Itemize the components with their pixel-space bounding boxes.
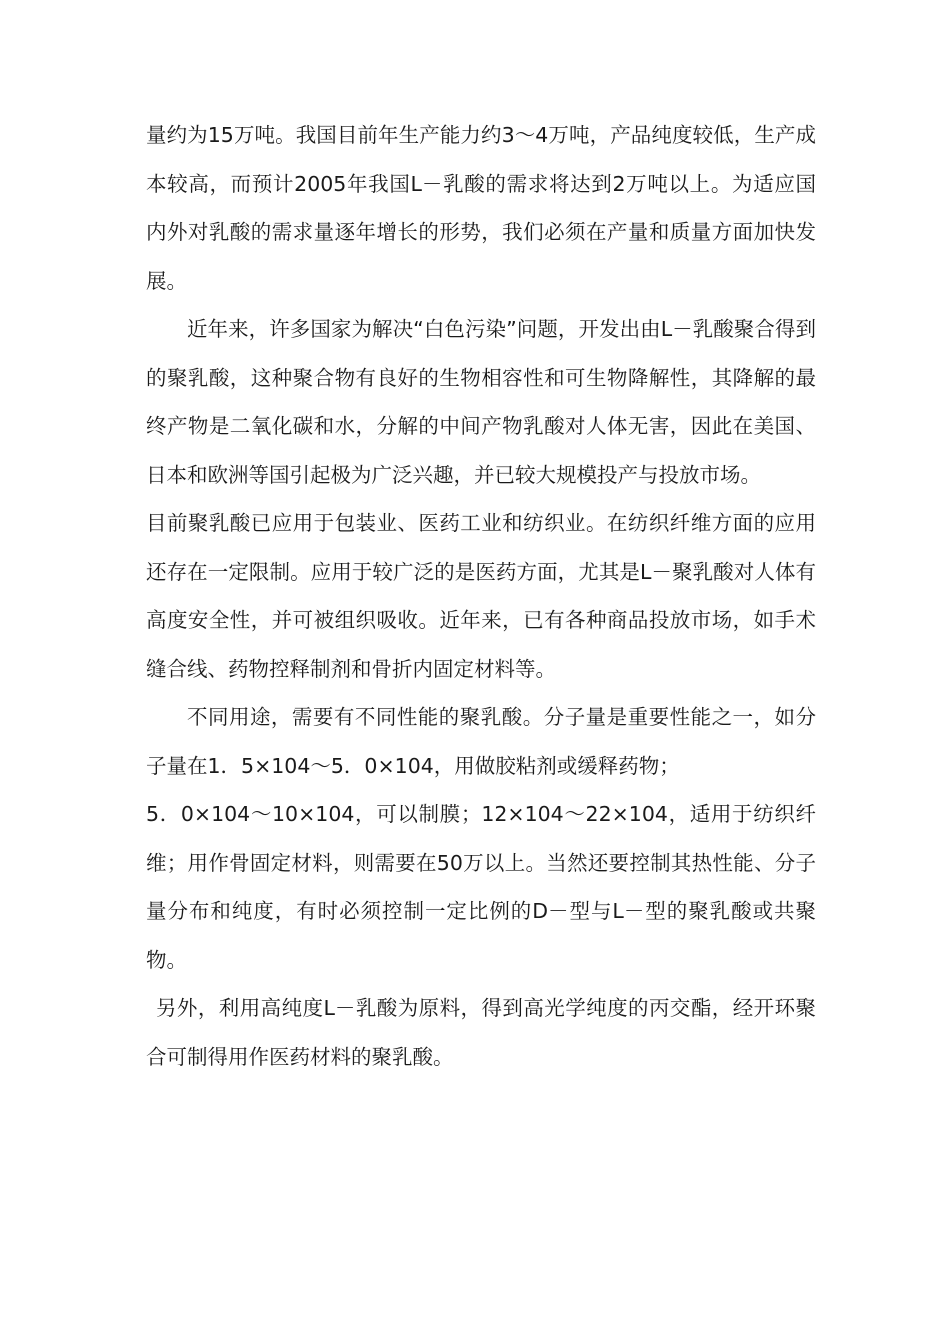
document-body bbox=[146, 111, 816, 1081]
paragraph-applications: 目前聚乳酸已应用于包装业、医药工业和纺织业。在纺织纤维方面的应用还存在一定限制。应用于较广泛的是医药方面，尤其是L－聚乳酸对人体有高度安全性，并可被组织吸收。近年来，已有各种商品投放市场，如手术缝合线、药物控释制剂和骨折内固定材料等。 bbox=[146, 511, 816, 681]
paragraph-molecular-weight-ranges: 5．0×104～10×104，可以制膜；12×104～22×104，适用于纺织纤维；用作骨固定材料，则需要在50万以上。当然还要控制其热性能、分子量分布和纯度，有时必须控制一定比例的D－型与L－型的聚乳酸或共聚物。 bbox=[146, 802, 816, 972]
paragraph-lactide-polymerization: 另外，利用高纯度L－乳酸为原料，得到高光学纯度的丙交酯，经开环聚合可制得用作医药材料的聚乳酸。 bbox=[146, 996, 816, 1069]
paragraph-molecular-weight-uses: 不同用途，需要有不同性能的聚乳酸。分子量是重要性能之一，如分子量在1．5×104～5．0×104，用做胶粘剂或缓释药物； bbox=[146, 705, 816, 778]
paragraph-lactic-acid-demand: 量约为15万吨。我国目前年生产能力约3～4万吨，产品纯度较低，生产成本较高，而预计2005年我国L－乳酸的需求将达到2万吨以上。为适应国内外对乳酸的需求量逐年增长的形势，我们必须在产量和质量方面加快发展。 bbox=[146, 123, 816, 293]
paragraph-polylactic-acid-development: 近年来，许多国家为解决“白色污染”问题，开发出由L－乳酸聚合得到的聚乳酸，这种聚合物有良好的生物相容性和可生物降解性，其降解的最终产物是二氧化碳和水，分解的中间产物乳酸对人体无害，因此在美国、日本和欧洲等国引起极为广泛兴趣，并已较大规模投产与投放市场。 bbox=[146, 317, 816, 487]
